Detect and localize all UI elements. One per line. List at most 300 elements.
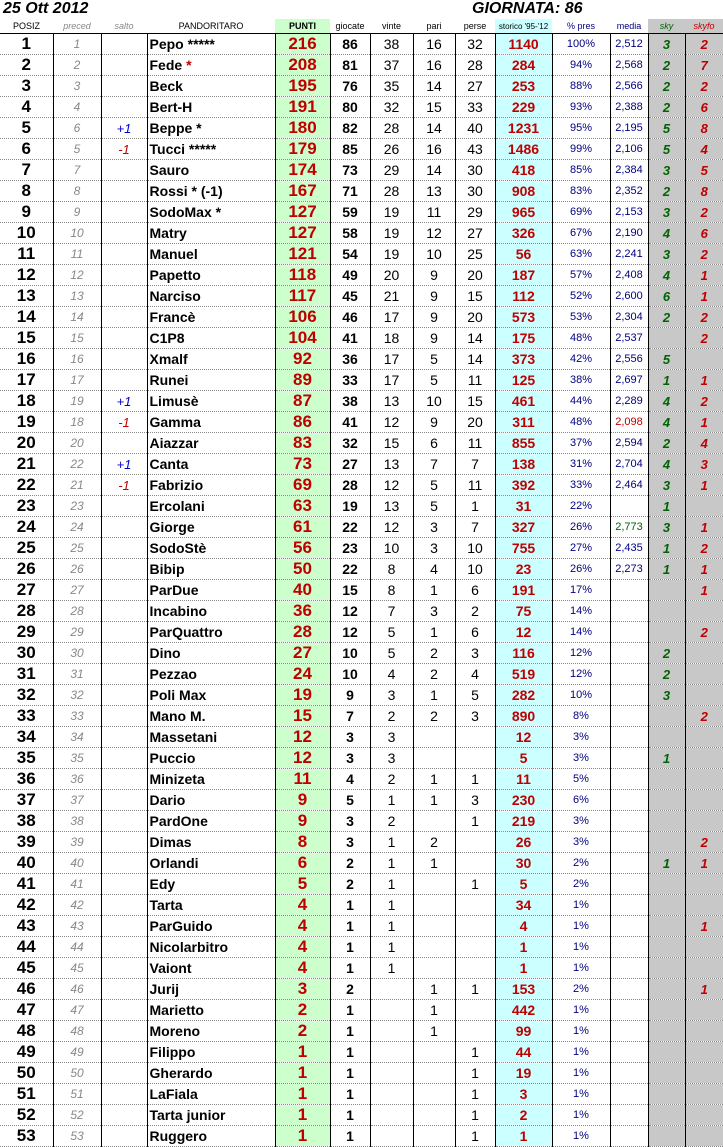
position-change-cell bbox=[101, 433, 147, 454]
wins-text: 17 bbox=[383, 351, 400, 367]
wins-text: 32 bbox=[383, 99, 400, 115]
wins-cell bbox=[370, 769, 413, 790]
historic-cell bbox=[495, 727, 552, 748]
position-change-cell bbox=[101, 34, 147, 55]
wins-cell bbox=[370, 559, 413, 580]
wins-cell bbox=[370, 1021, 413, 1042]
sky-cell bbox=[648, 76, 685, 97]
played-cell bbox=[330, 811, 370, 832]
sky-text: 4 bbox=[662, 456, 671, 472]
skyfo-cell bbox=[685, 1021, 723, 1042]
played-text: 2 bbox=[346, 981, 354, 997]
sky-text: 1 bbox=[662, 372, 671, 388]
wins-cell bbox=[370, 265, 413, 286]
presence-percent-cell bbox=[552, 139, 610, 160]
position-text: 48 bbox=[16, 1021, 36, 1040]
draws-text: 1 bbox=[430, 1023, 438, 1039]
skyfo-cell bbox=[685, 769, 723, 790]
position-change-cell bbox=[101, 1105, 147, 1126]
skyfo-text: 2 bbox=[700, 36, 708, 52]
presence-percent-cell bbox=[552, 937, 610, 958]
historic-text: 5 bbox=[519, 876, 528, 892]
table-row bbox=[0, 1084, 723, 1105]
draws-text: 1 bbox=[430, 855, 438, 871]
played-cell bbox=[330, 706, 370, 727]
player-name-text: Vaiont bbox=[149, 960, 192, 976]
previous-position-text: 42 bbox=[70, 898, 84, 912]
historic-cell bbox=[495, 580, 552, 601]
presence-percent-text: 93% bbox=[569, 101, 593, 113]
draws-cell bbox=[413, 559, 455, 580]
position-text: 5 bbox=[21, 118, 31, 137]
losses-cell bbox=[455, 475, 495, 496]
sky-cell bbox=[648, 580, 685, 601]
player-name-text: Marietto bbox=[149, 1002, 204, 1018]
draws-text: 2 bbox=[430, 834, 438, 850]
draws-text: 13 bbox=[426, 183, 442, 199]
average-cell bbox=[610, 349, 648, 370]
points-text: 106 bbox=[288, 307, 317, 326]
wins-cell bbox=[370, 1063, 413, 1084]
played-text: 81 bbox=[342, 57, 358, 73]
points-text: 4 bbox=[297, 916, 308, 935]
played-cell bbox=[330, 580, 370, 601]
position-change-cell bbox=[101, 454, 147, 475]
losses-cell bbox=[455, 1126, 495, 1147]
points-cell bbox=[275, 622, 330, 643]
played-cell bbox=[330, 97, 370, 118]
average-cell bbox=[610, 706, 648, 727]
average-cell bbox=[610, 727, 648, 748]
previous-position-text: 45 bbox=[70, 961, 84, 975]
player-name-text: Tarta junior bbox=[149, 1107, 226, 1123]
losses-text: 1 bbox=[471, 1065, 479, 1081]
position-change-cell bbox=[101, 1042, 147, 1063]
table-row bbox=[0, 727, 723, 748]
table-row bbox=[0, 517, 723, 538]
position-cell bbox=[0, 328, 53, 349]
position-cell bbox=[0, 643, 53, 664]
historic-text: 112 bbox=[512, 288, 535, 304]
points-cell bbox=[275, 727, 330, 748]
losses-cell bbox=[455, 139, 495, 160]
played-text: 1 bbox=[346, 918, 354, 934]
player-name-cell bbox=[147, 769, 275, 790]
col-header-salto: salto bbox=[101, 19, 147, 34]
historic-cell bbox=[495, 307, 552, 328]
presence-percent-cell bbox=[552, 307, 610, 328]
position-cell bbox=[0, 1084, 53, 1105]
sky-cell bbox=[648, 853, 685, 874]
skyfo-text: 2 bbox=[700, 309, 708, 325]
position-text: 49 bbox=[16, 1042, 36, 1061]
presence-percent-text: 69% bbox=[569, 206, 593, 218]
played-cell bbox=[330, 937, 370, 958]
played-cell bbox=[330, 475, 370, 496]
historic-text: 75 bbox=[515, 603, 532, 619]
player-name-cell bbox=[147, 580, 275, 601]
player-name-text: Tucci ***** bbox=[149, 141, 217, 157]
position-cell bbox=[0, 181, 53, 202]
draws-cell bbox=[413, 223, 455, 244]
col-header-pres: % pres bbox=[552, 19, 610, 34]
losses-text: 40 bbox=[467, 120, 483, 136]
wins-cell bbox=[370, 517, 413, 538]
average-text: 2,435 bbox=[615, 542, 643, 554]
draws-text: 14 bbox=[426, 78, 442, 94]
skyfo-text: 2 bbox=[700, 393, 708, 409]
played-text: 80 bbox=[342, 99, 358, 115]
historic-cell bbox=[495, 370, 552, 391]
draws-cell bbox=[413, 412, 455, 433]
played-text: 22 bbox=[342, 519, 358, 535]
draws-cell bbox=[413, 202, 455, 223]
points-text: 127 bbox=[288, 223, 317, 242]
col-header-vinte: vinte bbox=[370, 19, 413, 34]
historic-text: 442 bbox=[511, 1002, 536, 1018]
position-cell bbox=[0, 895, 53, 916]
draws-text: 1 bbox=[430, 1002, 438, 1018]
historic-cell bbox=[495, 1021, 552, 1042]
historic-text: 284 bbox=[511, 57, 536, 73]
points-text: 6 bbox=[297, 853, 308, 872]
table-row bbox=[0, 328, 723, 349]
played-text: 5 bbox=[346, 792, 354, 808]
table-row bbox=[0, 811, 723, 832]
player-name-cell bbox=[147, 664, 275, 685]
wins-text: 15 bbox=[383, 435, 400, 451]
played-text: 36 bbox=[342, 351, 358, 367]
previous-position-cell bbox=[53, 286, 101, 307]
wins-cell bbox=[370, 832, 413, 853]
position-text: 23 bbox=[16, 496, 36, 515]
position-cell bbox=[0, 370, 53, 391]
sky-text: 6 bbox=[662, 288, 671, 304]
position-text: 41 bbox=[16, 874, 36, 893]
historic-cell bbox=[495, 811, 552, 832]
average-cell bbox=[610, 895, 648, 916]
previous-position-cell bbox=[53, 391, 101, 412]
losses-cell bbox=[455, 748, 495, 769]
historic-text: 30 bbox=[515, 855, 532, 871]
losses-text: 27 bbox=[467, 225, 483, 241]
draws-text: 6 bbox=[430, 435, 438, 451]
presence-percent-cell bbox=[552, 496, 610, 517]
draws-cell bbox=[413, 622, 455, 643]
historic-cell bbox=[495, 118, 552, 139]
losses-cell bbox=[455, 874, 495, 895]
average-cell bbox=[610, 181, 648, 202]
position-change-cell bbox=[101, 307, 147, 328]
skyfo-cell bbox=[685, 685, 723, 706]
player-name-cell bbox=[147, 265, 275, 286]
played-text: 10 bbox=[342, 666, 358, 682]
presence-percent-text: 1% bbox=[573, 1130, 589, 1142]
previous-position-text: 29 bbox=[70, 625, 84, 639]
draws-cell bbox=[413, 727, 455, 748]
played-cell bbox=[330, 685, 370, 706]
historic-text: 11 bbox=[516, 771, 531, 787]
sky-text: 3 bbox=[662, 36, 671, 52]
sky-text: 4 bbox=[662, 267, 671, 283]
draws-cell bbox=[413, 1126, 455, 1147]
losses-text: 7 bbox=[471, 456, 479, 472]
wins-cell bbox=[370, 664, 413, 685]
losses-text: 14 bbox=[467, 330, 483, 346]
points-cell bbox=[275, 370, 330, 391]
position-change-cell bbox=[101, 475, 147, 496]
previous-position-cell bbox=[53, 811, 101, 832]
losses-cell bbox=[455, 538, 495, 559]
position-change-cell bbox=[101, 580, 147, 601]
skyfo-cell bbox=[685, 1000, 723, 1021]
losses-cell bbox=[455, 811, 495, 832]
previous-position-text: 14 bbox=[70, 310, 84, 324]
position-cell bbox=[0, 601, 53, 622]
table-row bbox=[0, 433, 723, 454]
player-name-cell bbox=[147, 727, 275, 748]
player-name-text: Matry bbox=[149, 225, 187, 241]
sky-cell bbox=[648, 1105, 685, 1126]
sky-text: 4 bbox=[662, 414, 671, 430]
losses-cell bbox=[455, 832, 495, 853]
position-cell bbox=[0, 706, 53, 727]
historic-cell bbox=[495, 139, 552, 160]
draws-cell bbox=[413, 139, 455, 160]
player-name-text: Dario bbox=[149, 792, 186, 808]
sky-text: 2 bbox=[662, 645, 671, 661]
played-text: 23 bbox=[342, 540, 358, 556]
player-name-text: Bibip bbox=[149, 561, 185, 577]
presence-percent-text: 38% bbox=[569, 374, 593, 386]
wins-text: 1 bbox=[387, 792, 396, 808]
points-cell bbox=[275, 643, 330, 664]
position-change-cell bbox=[101, 832, 147, 853]
historic-text: 1231 bbox=[507, 120, 540, 136]
previous-position-text: 13 bbox=[70, 289, 84, 303]
points-cell bbox=[275, 937, 330, 958]
historic-text: 191 bbox=[511, 582, 536, 598]
previous-position-text: 47 bbox=[70, 1003, 84, 1017]
average-text: 2,153 bbox=[615, 206, 643, 218]
position-text: 42 bbox=[16, 895, 36, 914]
played-text: 2 bbox=[346, 876, 354, 892]
player-name-text: Bert-H bbox=[149, 99, 193, 115]
previous-position-cell bbox=[53, 1063, 101, 1084]
player-name-text: Fede bbox=[149, 57, 183, 73]
losses-text: 27 bbox=[467, 78, 483, 94]
wins-text: 1 bbox=[387, 918, 396, 934]
historic-cell bbox=[495, 748, 552, 769]
previous-position-cell bbox=[53, 1000, 101, 1021]
played-cell bbox=[330, 748, 370, 769]
previous-position-cell bbox=[53, 643, 101, 664]
position-text: 39 bbox=[16, 832, 36, 851]
historic-cell bbox=[495, 1000, 552, 1021]
losses-text: 15 bbox=[467, 393, 483, 409]
position-text: 32 bbox=[16, 685, 36, 704]
draws-cell bbox=[413, 475, 455, 496]
previous-position-cell bbox=[53, 664, 101, 685]
position-cell bbox=[0, 853, 53, 874]
points-cell bbox=[275, 790, 330, 811]
losses-cell bbox=[455, 1084, 495, 1105]
player-name-text: Beppe * bbox=[149, 120, 202, 136]
losses-text: 20 bbox=[467, 414, 483, 430]
historic-text: 116 bbox=[512, 645, 535, 661]
wins-cell bbox=[370, 685, 413, 706]
points-text: 12 bbox=[293, 748, 312, 767]
position-change-cell bbox=[101, 118, 147, 139]
draws-cell bbox=[413, 517, 455, 538]
played-text: 49 bbox=[342, 267, 358, 283]
wins-cell bbox=[370, 538, 413, 559]
wins-text: 19 bbox=[383, 225, 400, 241]
historic-cell bbox=[495, 1105, 552, 1126]
previous-position-cell bbox=[53, 328, 101, 349]
presence-percent-cell bbox=[552, 1000, 610, 1021]
presence-percent-text: 17% bbox=[569, 584, 593, 596]
played-text: 1 bbox=[346, 1065, 354, 1081]
skyfo-cell bbox=[685, 55, 723, 76]
page-date: 25 Ott 2012 bbox=[3, 0, 89, 17]
position-text: 36 bbox=[16, 769, 36, 788]
skyfo-cell bbox=[685, 559, 723, 580]
played-cell bbox=[330, 202, 370, 223]
historic-cell bbox=[495, 328, 552, 349]
sky-cell bbox=[648, 895, 685, 916]
position-cell bbox=[0, 958, 53, 979]
position-text: 1 bbox=[21, 34, 31, 53]
skyfo-cell bbox=[685, 496, 723, 517]
historic-text: 229 bbox=[511, 99, 536, 115]
average-cell bbox=[610, 916, 648, 937]
position-change-text: +1 bbox=[116, 393, 132, 409]
played-cell bbox=[330, 1000, 370, 1021]
skyfo-text: 1 bbox=[700, 372, 708, 388]
played-text: 1 bbox=[346, 1023, 354, 1039]
presence-percent-cell bbox=[552, 811, 610, 832]
wins-cell bbox=[370, 1126, 413, 1147]
presence-percent-cell bbox=[552, 517, 610, 538]
historic-cell bbox=[495, 265, 552, 286]
skyfo-cell bbox=[685, 643, 723, 664]
sky-cell bbox=[648, 811, 685, 832]
historic-cell bbox=[495, 181, 552, 202]
position-cell bbox=[0, 727, 53, 748]
skyfo-text: 2 bbox=[700, 624, 708, 640]
skyfo-cell bbox=[685, 370, 723, 391]
player-name-text: Nicolarbitro bbox=[149, 939, 229, 955]
previous-position-text: 24 bbox=[70, 520, 84, 534]
losses-cell bbox=[455, 1021, 495, 1042]
player-name-text: Giorge bbox=[149, 519, 195, 535]
player-name-text: Canta bbox=[149, 456, 189, 472]
position-change-cell bbox=[101, 286, 147, 307]
losses-cell bbox=[455, 685, 495, 706]
position-text: 24 bbox=[16, 517, 36, 536]
points-cell bbox=[275, 328, 330, 349]
average-cell bbox=[610, 286, 648, 307]
skyfo-text: 2 bbox=[700, 834, 708, 850]
position-change-cell bbox=[101, 685, 147, 706]
points-cell bbox=[275, 769, 330, 790]
points-cell bbox=[275, 160, 330, 181]
wins-text: 28 bbox=[383, 183, 400, 199]
skyfo-text: 2 bbox=[700, 330, 708, 346]
sky-cell bbox=[648, 454, 685, 475]
presence-percent-cell bbox=[552, 748, 610, 769]
played-text: 3 bbox=[346, 750, 354, 766]
presence-percent-text: 6% bbox=[573, 794, 589, 806]
points-cell bbox=[275, 286, 330, 307]
presence-percent-cell bbox=[552, 664, 610, 685]
player-name-text: Edy bbox=[149, 876, 176, 892]
historic-cell bbox=[495, 454, 552, 475]
average-text: 2,408 bbox=[615, 269, 643, 281]
position-change-text: +1 bbox=[116, 456, 132, 472]
played-cell bbox=[330, 874, 370, 895]
table-row bbox=[0, 118, 723, 139]
wins-cell bbox=[370, 34, 413, 55]
average-cell bbox=[610, 622, 648, 643]
played-text: 54 bbox=[342, 246, 358, 262]
previous-position-cell bbox=[53, 559, 101, 580]
player-name-cell bbox=[147, 790, 275, 811]
position-cell bbox=[0, 34, 53, 55]
player-name-cell bbox=[147, 1021, 275, 1042]
previous-position-text: 21 bbox=[70, 478, 84, 492]
position-change-cell bbox=[101, 139, 147, 160]
average-text: 2,289 bbox=[615, 395, 643, 407]
losses-cell bbox=[455, 181, 495, 202]
played-text: 22 bbox=[342, 561, 358, 577]
losses-cell bbox=[455, 958, 495, 979]
player-name-cell bbox=[147, 1063, 275, 1084]
historic-text: 573 bbox=[511, 309, 536, 325]
points-cell bbox=[275, 1000, 330, 1021]
played-cell bbox=[330, 223, 370, 244]
skyfo-text: 7 bbox=[700, 57, 708, 73]
historic-cell bbox=[495, 559, 552, 580]
draws-cell bbox=[413, 244, 455, 265]
played-cell bbox=[330, 769, 370, 790]
draws-text: 9 bbox=[430, 309, 438, 325]
wins-text: 1 bbox=[387, 897, 396, 913]
points-text: 2 bbox=[297, 1021, 308, 1040]
losses-text: 43 bbox=[467, 141, 483, 157]
points-cell bbox=[275, 664, 330, 685]
points-cell bbox=[275, 475, 330, 496]
player-name-cell bbox=[147, 349, 275, 370]
skyfo-text: 5 bbox=[700, 162, 708, 178]
skyfo-cell bbox=[685, 622, 723, 643]
wins-text: 17 bbox=[383, 309, 400, 325]
position-text: 13 bbox=[16, 286, 36, 305]
position-change-cell bbox=[101, 412, 147, 433]
presence-percent-text: 3% bbox=[573, 815, 589, 827]
points-cell bbox=[275, 1063, 330, 1084]
draws-text: 9 bbox=[430, 414, 438, 430]
player-name-cell bbox=[147, 916, 275, 937]
skyfo-cell bbox=[685, 580, 723, 601]
wins-cell bbox=[370, 97, 413, 118]
historic-text: 326 bbox=[511, 225, 536, 241]
player-name-text: Gherardo bbox=[149, 1065, 213, 1081]
presence-percent-cell bbox=[552, 958, 610, 979]
sky-text: 3 bbox=[662, 519, 671, 535]
draws-cell bbox=[413, 643, 455, 664]
